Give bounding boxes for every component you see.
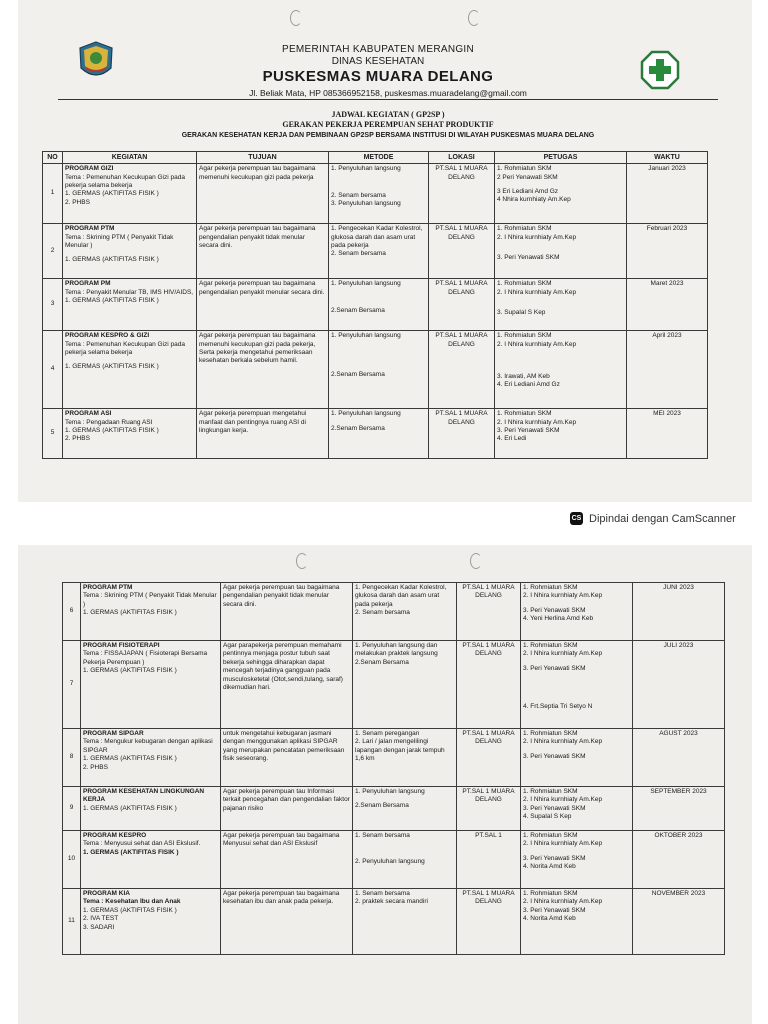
activity-detail: Tema : Penyakit Menular TB, IMS HIV/AIDS, xyxy=(65,288,194,296)
method-item: 1. Penyuluhan langsung xyxy=(331,410,401,418)
officer-item: 2. I Nhira kurnhiaty Am.Kep xyxy=(523,898,603,906)
activity-detail: Tema : Skrining PTM ( Penyakit Tidak Menular ) xyxy=(65,233,174,249)
activity-cell xyxy=(81,583,221,641)
activity-detail: Tema : Pengadaan Ruang ASI xyxy=(65,418,153,426)
puskesmas-name: PUSKESMAS MUARA DELANG xyxy=(262,68,494,85)
row-number: 5 xyxy=(43,409,63,459)
activity-detail: 1. GERMAS (AKTIFITAS FISIK ) xyxy=(65,363,159,371)
column-header: WAKTU xyxy=(627,152,708,164)
method-cell xyxy=(353,641,457,729)
method-item: 1. Pengecekan Kadar Kolestrol, glukosa darah dan asam urat pada pekerja xyxy=(331,225,423,249)
method-item: 1. Penyuluhan langsung xyxy=(331,280,401,288)
officer-item: 3. Supalal S Kep xyxy=(497,308,546,316)
activity-detail: 1. GERMAS (AKTIFITAS FISIK ) xyxy=(83,667,177,675)
location-cell: PT.SAL 1 MUARA DELANG xyxy=(429,409,495,459)
schedule-subtitle: GERAKAN PEKERJA PEREMPUAN SEHAT PRODUKTIF xyxy=(282,120,494,129)
program-name: PROGRAM PTM xyxy=(65,225,115,233)
officer-item: 2 Peri Yenawati SKM xyxy=(497,173,558,181)
purpose-cell: Agar pekerja perempuan tau Informasi terkait pencegahan dan pengendalian faktor pajanan risiko xyxy=(221,787,353,831)
camscanner-logo-icon: CS xyxy=(570,512,583,525)
method-cell xyxy=(353,787,457,831)
table-row xyxy=(43,331,708,409)
activity-cell xyxy=(81,831,221,889)
purpose-cell: Agar pekerja perempuan tau bagaimana memenuhi kecukupan gizi pada pekerja xyxy=(197,164,329,224)
activity-detail: Tema : Kesehatan Ibu dan Anak xyxy=(83,898,181,906)
officer-item: 2. I Nhira kurnhiaty Am.Kep xyxy=(497,233,577,241)
program-name: PROGRAM FISIOTERAPI xyxy=(83,642,160,649)
method-item: 1. Senam bersama xyxy=(355,832,410,839)
method-cell xyxy=(329,331,429,409)
location-cell: PT.SAL 1 MUARA DELANG xyxy=(429,164,495,224)
time-cell: Februari 2023 xyxy=(627,224,708,279)
officer-cell xyxy=(495,279,627,331)
officer-item: 3. Peri Yenawati SKM xyxy=(523,906,586,914)
table-row xyxy=(63,831,725,889)
officer-item: 3. Peri Yenawati SKM xyxy=(523,804,586,812)
officer-item: 1. Rohmiatun SKM xyxy=(523,832,578,839)
program-name: PROGRAM PM xyxy=(65,280,111,288)
method-item: 2.Senam Bersama xyxy=(355,658,409,666)
location-cell: PT.SAL 1 MUARA DELANG xyxy=(457,583,521,641)
method-item: 1. Senam peregangan xyxy=(355,730,420,737)
activity-detail: 1. GERMAS (AKTIFITAS FISIK ) xyxy=(83,848,179,856)
method-item: 2.Senam Bersama xyxy=(331,424,385,432)
time-cell: SEPTEMBER 2023 xyxy=(633,787,725,831)
activity-detail: 1. GERMAS (AKTIFITAS FISIK ) xyxy=(83,609,177,617)
row-number: 7 xyxy=(63,641,81,729)
row-number: 4 xyxy=(43,331,63,409)
method-cell xyxy=(353,831,457,889)
officer-item: 4. Yeni Herlina Amd Keb xyxy=(523,615,594,623)
camscanner-label: Dipindai dengan CamScanner xyxy=(589,512,736,525)
method-item: 1. Penyuluhan langsung xyxy=(331,332,401,340)
time-cell: April 2023 xyxy=(627,331,708,409)
table-row xyxy=(43,224,708,279)
purpose-cell: Agar pekerja perempuan tau bagaimana Menyusui sehat dan ASI Ekslusif xyxy=(221,831,353,889)
officer-item: 4. Norita Amd Keb xyxy=(523,915,576,923)
officer-item: 1. Rohmiatun SKM xyxy=(497,225,552,233)
activity-detail: 1. GERMAS (AKTIFITAS FISIK ) xyxy=(83,755,177,763)
officer-item: 2. I Nhira kurnhiaty Am.Kep xyxy=(497,288,577,296)
activity-detail: Tema : Mengukur kebugaran dengan aplikasi SIPGAR xyxy=(83,738,213,754)
method-cell xyxy=(353,729,457,787)
activity-cell xyxy=(63,164,197,224)
government-name: PEMERINTAH KABUPATEN MERANGIN xyxy=(281,44,475,55)
officer-item: 3. Peri Yenawati SKM xyxy=(523,752,586,760)
location-cell: PT.SAL 1 MUARA DELANG xyxy=(457,889,521,955)
method-item: 1. Penyuluhan langsung xyxy=(331,165,401,173)
method-item: 2. Penyuluhan langsung xyxy=(355,858,425,866)
column-header: METODE xyxy=(329,152,429,164)
activity-detail: Tema : Pemenuhan Kecukupan Gizi pada pekerja selama bekerja xyxy=(65,173,185,189)
row-number: 9 xyxy=(63,787,81,831)
officer-cell xyxy=(521,889,633,955)
activity-detail: 1. GERMAS (AKTIFITAS FISIK ) xyxy=(83,906,177,914)
method-item: 1. Penyuluhan langsung dan melakukan praktek langsung xyxy=(355,642,438,658)
row-number: 3 xyxy=(43,279,63,331)
officer-item: 4. Eri Ledi xyxy=(497,435,527,443)
punch-hole xyxy=(290,10,302,26)
program-name: PROGRAM KESPRO & GIZI xyxy=(65,332,150,340)
activity-detail: 1. GERMAS (AKTIFITAS FISIK ) xyxy=(65,190,159,198)
officer-item: 2. I Nhira kurnhiaty Am.Kep xyxy=(497,340,577,348)
purpose-cell: Agar pekerja perempuan tau bagaimana pengendalian penyakit tidak menular secara dini. xyxy=(221,583,353,641)
method-cell xyxy=(329,279,429,331)
officer-cell xyxy=(521,729,633,787)
method-item: 1. Senam bersama xyxy=(355,890,410,897)
method-item: 2. Senam bersama xyxy=(355,609,410,617)
method-item: 1. Penyuluhan langsung xyxy=(355,788,425,795)
table-header-row xyxy=(43,152,708,164)
method-cell xyxy=(329,224,429,279)
officer-item: 2. I Nhira kurnhiaty Am.Kep xyxy=(523,840,603,848)
time-cell: AGUST 2023 xyxy=(633,729,725,787)
officer-cell xyxy=(521,787,633,831)
table-row xyxy=(63,787,725,831)
puskesmas-logo-icon xyxy=(640,50,680,90)
activity-detail: Tema : Skrining PTM ( Penyakit Tidak Menular ) xyxy=(83,592,217,608)
activity-cell xyxy=(63,409,197,459)
table-row xyxy=(43,409,708,459)
officer-cell xyxy=(495,409,627,459)
activity-detail: Tema : FISSAJAPAN ( Fisioterapi Bersama Pekerja Perempuan ) xyxy=(83,650,208,666)
method-cell xyxy=(329,164,429,224)
officer-cell xyxy=(495,224,627,279)
activity-detail: 2. PHBS xyxy=(65,198,90,206)
officer-item: 1. Rohmiatun SKM xyxy=(497,410,552,418)
activity-cell xyxy=(81,889,221,955)
table-row xyxy=(63,641,725,729)
location-cell: PT.SAL 1 xyxy=(457,831,521,889)
officer-item: 3. Peri Yenawati SKM xyxy=(523,854,586,862)
officer-cell xyxy=(495,331,627,409)
time-cell: MEI 2023 xyxy=(627,409,708,459)
location-cell: PT.SAL 1 MUARA DELANG xyxy=(429,279,495,331)
activity-detail: 2. PHBS xyxy=(65,435,90,443)
method-item: 1. Pengecekan Kadar Kolestrol, glukosa darah dan asam urat pada pekerja xyxy=(355,584,447,608)
officer-item: 4. Eri Lediani Amd Gz xyxy=(497,381,560,389)
time-cell: Januari 2023 xyxy=(627,164,708,224)
activity-detail: 2. IVA TEST xyxy=(83,915,119,923)
time-cell: JUNI 2023 xyxy=(633,583,725,641)
officer-item: 1. Rohmiatun SKM xyxy=(523,584,578,591)
method-item: 2. Senam bersama xyxy=(331,191,386,199)
column-header: NO xyxy=(43,152,63,164)
officer-item: 2. I Nhira kurnhiaty Am.Kep xyxy=(523,796,603,804)
officer-item: 2. I Nhira kurnhiaty Am.Kep xyxy=(523,592,603,600)
officer-item: 3. Peri Yenawati SKM xyxy=(523,606,586,614)
officer-item: 1. Rohmiatun SKM xyxy=(523,890,578,897)
punch-hole xyxy=(470,553,482,569)
officer-item: 1. Rohmiatun SKM xyxy=(523,642,578,649)
officer-item: 3. Irawati, AM Keb xyxy=(497,372,550,380)
column-header: LOKASI xyxy=(429,152,495,164)
officer-item: 3 Eri Lediani Amd Gz xyxy=(497,187,559,195)
activity-detail: Tema : Menyusui sehat dan ASI Ekslusif. xyxy=(83,840,201,848)
officer-item: 3. Peri Yenawati SKM xyxy=(497,253,560,261)
purpose-cell: Agar pekerja perempuan tau bagaimana kesehatan ibu dan anak pada pekerja. xyxy=(221,889,353,955)
activity-detail: 1. GERMAS (AKTIFITAS FISIK ) xyxy=(65,426,159,434)
time-cell: JULI 2023 xyxy=(633,641,725,729)
officer-item: 2. I Nhira kurnhiaty Am.Kep xyxy=(497,418,577,426)
punch-hole xyxy=(296,553,308,569)
purpose-cell: Agar parapekerja perempuan memahami pentinnya menjaga postur tubuh saat bekerja sehingga diharapkan dapat mencegah terjadinya gangguan pada musculosketetal (Otot,sendi,tulang, saraf) dikemudian hari. xyxy=(221,641,353,729)
activity-cell xyxy=(81,641,221,729)
row-number: 6 xyxy=(63,583,81,641)
table-row xyxy=(63,729,725,787)
officer-cell xyxy=(521,583,633,641)
activity-detail: 1. GERMAS (AKTIFITAS FISIK ) xyxy=(83,804,177,812)
program-name: PROGRAM PTM xyxy=(83,584,133,591)
purpose-cell: untuk mengetahui kebugaran jasmani dengan menggunakan aplikasi SIPGAR yang merupakan pencatatan pemeriksaan fisik seseorang. xyxy=(221,729,353,787)
column-header: PETUGAS xyxy=(495,152,627,164)
method-cell xyxy=(353,583,457,641)
activity-detail: 1. GERMAS (AKTIFITAS FISIK ) xyxy=(65,256,159,264)
row-number: 1 xyxy=(43,164,63,224)
activity-detail: Tema : Pemenuhan Kecukupan Gizi pada pekerja selama bekerja xyxy=(65,340,185,356)
officer-cell xyxy=(495,164,627,224)
table-row xyxy=(43,164,708,224)
activity-cell xyxy=(81,729,221,787)
officer-item: 3. Peri Yenawati SKM xyxy=(523,664,586,672)
program-name: PROGRAM KIA xyxy=(83,890,130,897)
method-item: 2. praktek secara mandiri xyxy=(355,898,428,906)
schedule-title: JADWAL KEGIATAN ( GP2SP ) xyxy=(331,110,445,119)
officer-item: 4. Norita Amd Keb xyxy=(523,863,576,871)
row-number: 10 xyxy=(63,831,81,889)
officer-item: 2. I Nhira kurnhiaty Am.Kep xyxy=(523,650,603,658)
time-cell: OKTOBER 2023 xyxy=(633,831,725,889)
schedule-description: GERAKAN KESEHATAN KERJA DAN PEMBINAAN GP2SP BERSAMA INSTITUSI DI WILAYAH PUSKESMAS MUARA DELANG xyxy=(181,132,595,139)
officer-cell xyxy=(521,831,633,889)
officer-item: 4 Nhira kurnhiaty Am.Kep xyxy=(497,196,571,204)
column-header: TUJUAN xyxy=(197,152,329,164)
agency-name: DINAS KESEHATAN xyxy=(331,56,425,67)
camscanner-watermark xyxy=(570,512,736,525)
row-number: 11 xyxy=(63,889,81,955)
officer-item: 1. Rohmiatun SKM xyxy=(523,788,578,795)
address-line: Jl. Beliak Mata, HP 085366952158, puskesmas.muaradelang@gmail.com xyxy=(249,88,527,98)
activity-cell xyxy=(81,787,221,831)
column-header: KEGIATAN xyxy=(63,152,197,164)
officer-item: 3. Peri Yenawati SKM xyxy=(497,426,560,434)
location-cell: PT.SAL 1 MUARA DELANG xyxy=(429,331,495,409)
method-item: 2.Senam Bersama xyxy=(331,370,385,378)
activity-detail: 3. SADARI xyxy=(83,923,115,931)
officer-item: 1. Rohmiatun SKM xyxy=(497,280,552,288)
schedule-table-2 xyxy=(62,582,725,955)
program-name: PROGRAM SIPGAR xyxy=(83,730,144,737)
location-cell: PT.SAL 1 MUARA DELANG xyxy=(457,787,521,831)
officer-item: 4. Supalal S Kep xyxy=(523,813,572,821)
table-row xyxy=(63,583,725,641)
officer-item: 1. Rohmiatun SKM xyxy=(523,730,578,737)
activity-detail: 2. PHBS xyxy=(83,763,108,771)
purpose-cell: Agar pekerja perempuan tau bagaimana pengendalian penyakit tidak menular secara dini. xyxy=(197,224,329,279)
table-row xyxy=(63,889,725,955)
officer-item: 4. Frt.Septia Tri Setyo N xyxy=(523,703,593,711)
method-item: 2. Senam bersama xyxy=(331,250,386,258)
method-cell xyxy=(329,409,429,459)
location-cell: PT.SAL 1 MUARA DELANG xyxy=(429,224,495,279)
program-name: PROGRAM KESPRO xyxy=(83,832,147,839)
program-name: PROGRAM KESEHATAN LINGKUNGAN KERJA xyxy=(83,788,205,804)
activity-detail: 1. GERMAS (AKTIFITAS FISIK ) xyxy=(65,296,159,304)
officer-item: 1. Rohmiatun SKM xyxy=(497,165,552,173)
schedule-table-1 xyxy=(42,151,708,459)
officer-item: 2. I Nhira kurnhiaty Am.Kep xyxy=(523,738,603,746)
row-number: 2 xyxy=(43,224,63,279)
table-row xyxy=(43,279,708,331)
method-item: 2.Senam Bersama xyxy=(331,306,385,314)
officer-item: 1. Rohmiatun SKM xyxy=(497,332,552,340)
method-item: 3. Penyuluhan langsung xyxy=(331,199,401,207)
row-number: 8 xyxy=(63,729,81,787)
header-divider xyxy=(58,99,718,100)
method-item: 2.Senam Bersama xyxy=(355,802,409,810)
officer-cell xyxy=(521,641,633,729)
activity-cell xyxy=(63,224,197,279)
regency-emblem-icon xyxy=(76,40,116,84)
method-cell xyxy=(353,889,457,955)
method-item: 2. Lari / jalan mengelilingi lapangan dengan jarak tempuh 1,6 km xyxy=(355,738,445,763)
purpose-cell: Agar pekerja perempuan tau bagaimana memenuhi kecukupan gizi pada pekerja, Serta pekerja mengetahui pemeriksaan kesehatan berkala sebelum hamil. xyxy=(197,331,329,409)
time-cell: NOVEMBER 2023 xyxy=(633,889,725,955)
program-name: PROGRAM GIZI xyxy=(65,165,114,173)
program-name: PROGRAM ASI xyxy=(65,410,112,418)
time-cell: Maret 2023 xyxy=(627,279,708,331)
purpose-cell: Agar pekerja perempuan mengetahui manfaat dan pentingnya ruang ASI di lingkungan kerja. xyxy=(197,409,329,459)
activity-cell xyxy=(63,279,197,331)
location-cell: PT.SAL 1 MUARA DELANG xyxy=(457,641,521,729)
activity-cell xyxy=(63,331,197,409)
location-cell: PT.SAL 1 MUARA DELANG xyxy=(457,729,521,787)
purpose-cell: Agar pekerja perempuan tau bagaimana pengendalian penyakit menular secara dini. xyxy=(197,279,329,331)
punch-hole xyxy=(468,10,480,26)
